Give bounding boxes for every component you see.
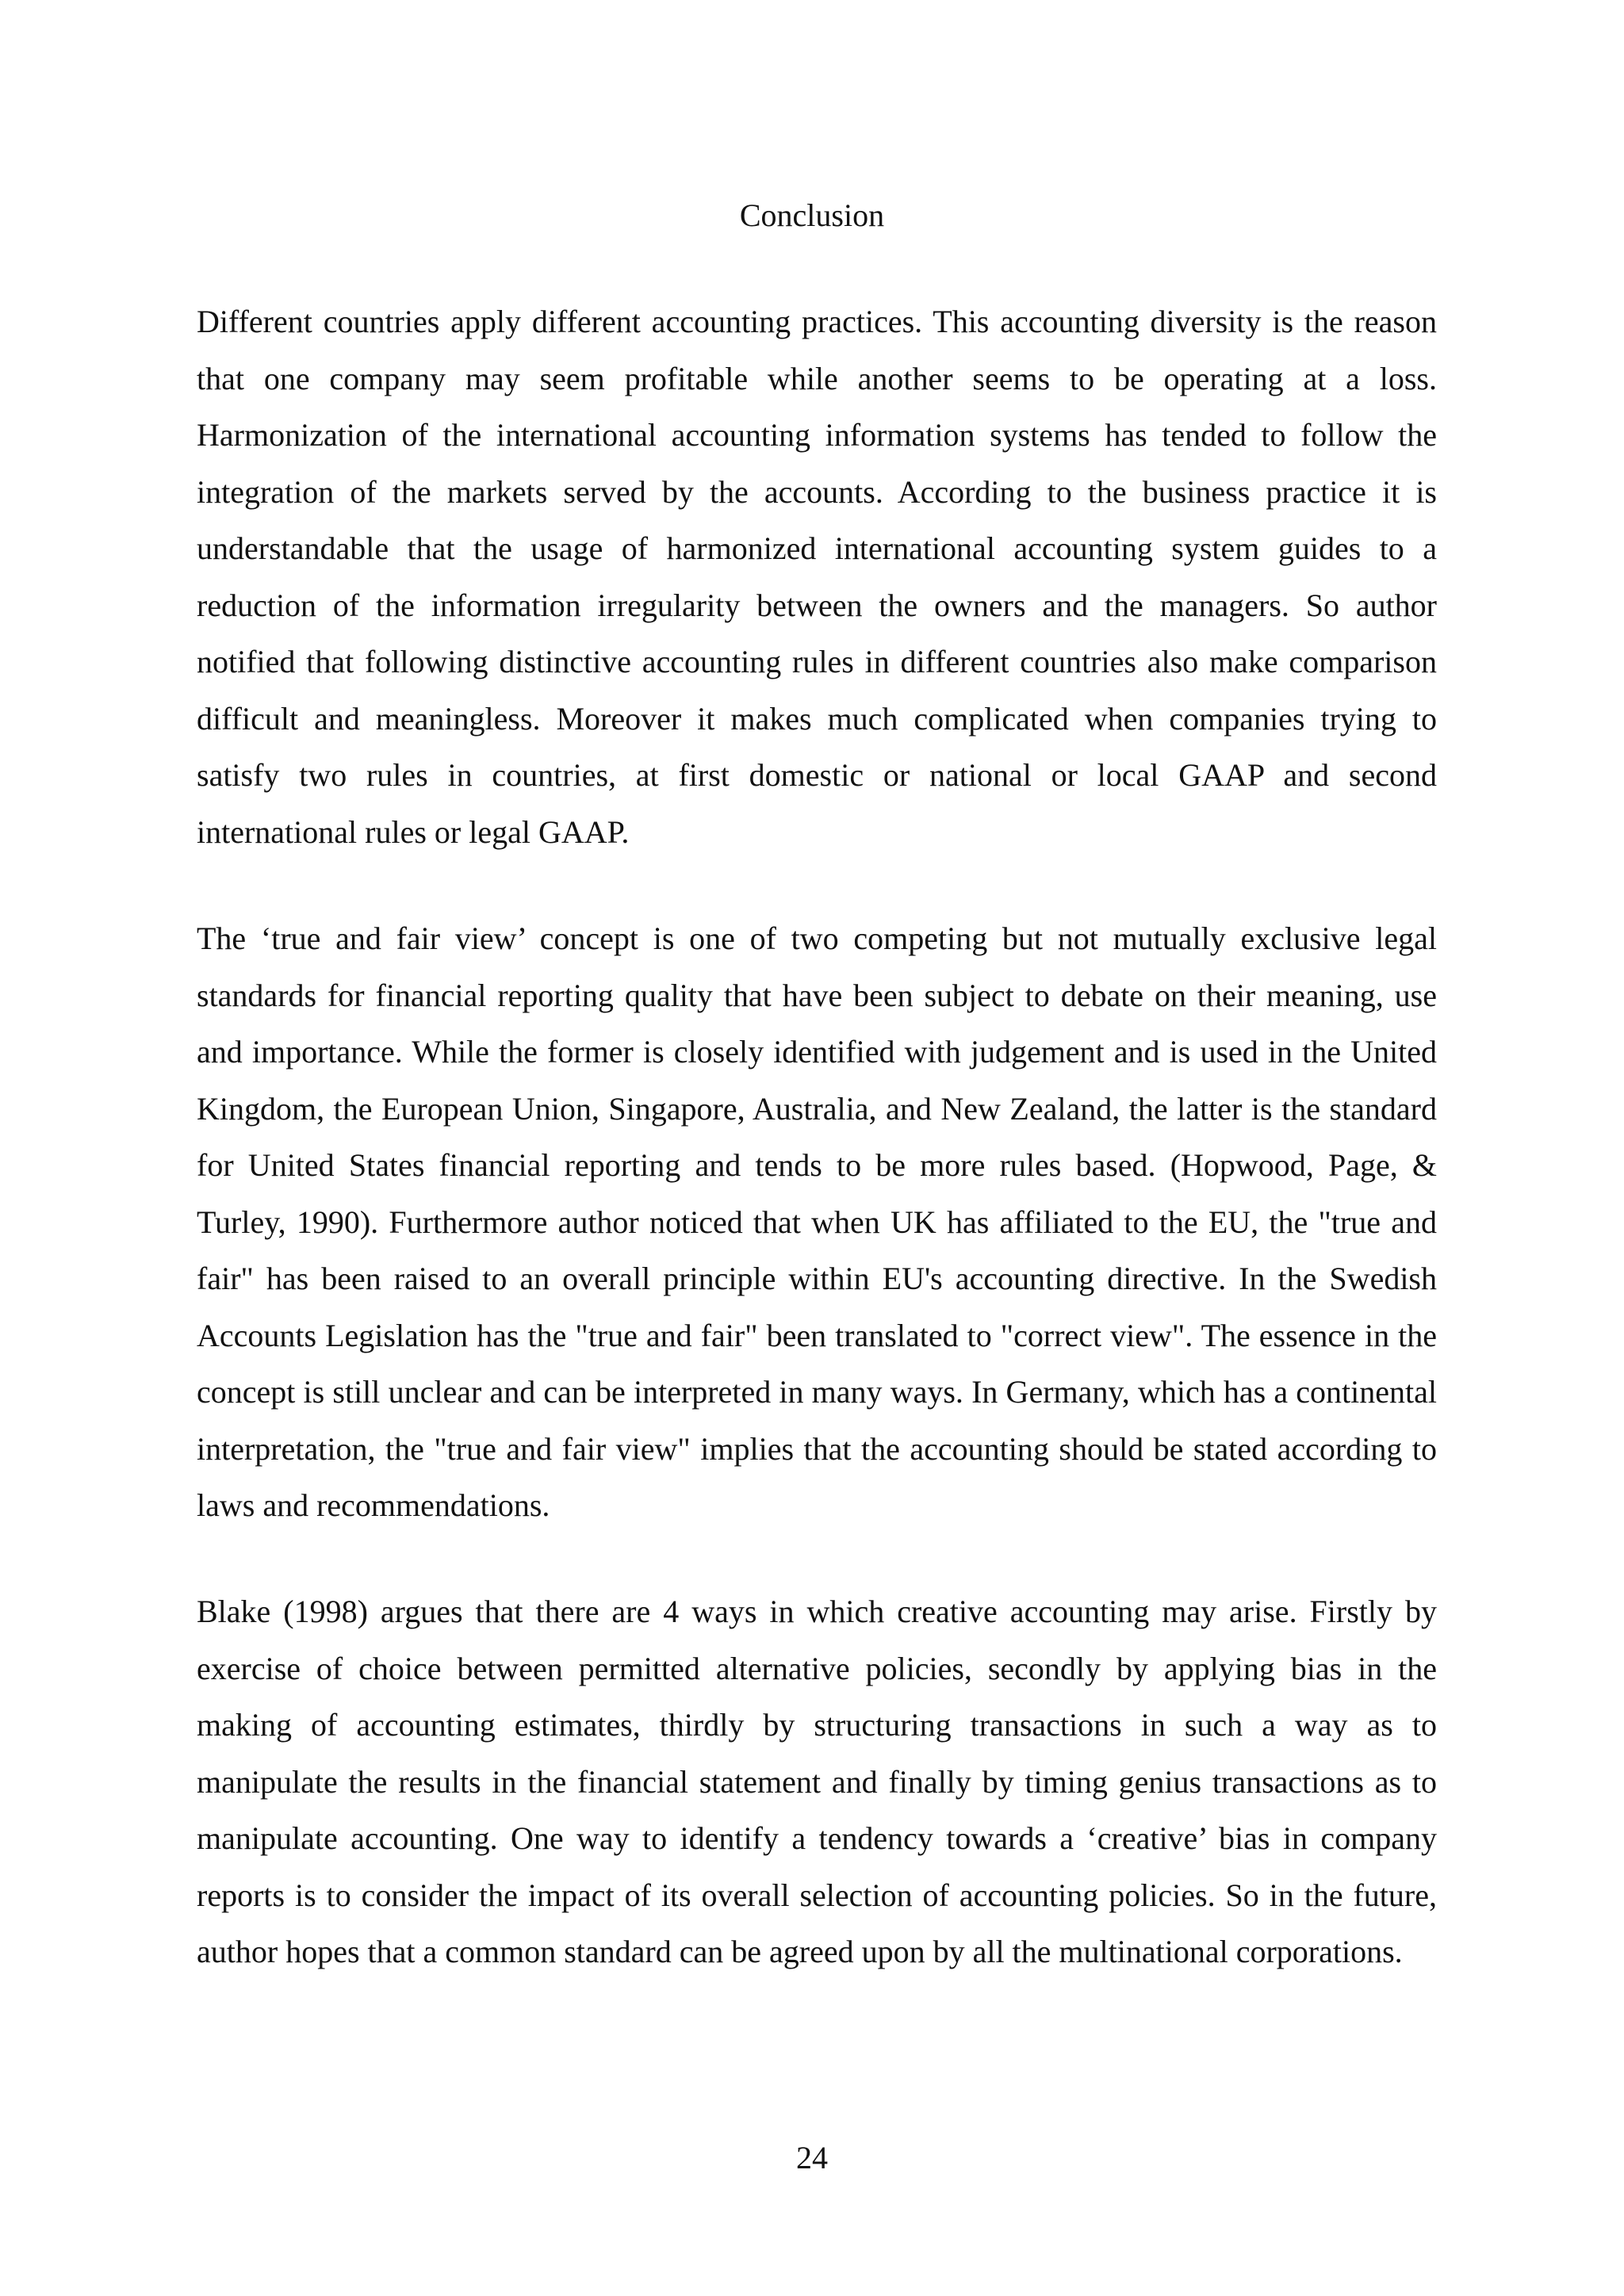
paragraph-accounting-diversity: Different countries apply different accounting practices. This accounting diversity is the reason that one company may seem profitable while another seems to be operating at a loss. Harmonization of the international accounting information systems has tended to follow the integration of the markets served by the accounts. According to the business practice it is understandable that the usage of harmonized international accounting system guides to a reduction of the information irregularity between the owners and the managers. So author notified that following distinctive accounting rules in different countries also make comparison difficult and meaningless. Moreover it makes much complicated when companies trying to satisfy two rules in countries, at first domestic or national or local GAAP and second international rules or legal GAAP. bbox=[197, 304, 1437, 850]
page-number: 24 bbox=[796, 2140, 828, 2175]
page-title: Conclusion bbox=[739, 197, 885, 233]
paragraph-creative-accounting: Blake (1998) argues that there are 4 ways in which creative accounting may arise. Firstly by exercise of choice between permitted alternative policies, secondly by applying bias in the making of accounting estimates, thirdly by structuring transactions in such a way as to manipulate the results in the financial statement and finally by timing genius transactions as to manipulate accounting. One way to identify a tendency towards a ‘creative’ bias in company reports is to consider the impact of its overall selection of accounting policies. So in the future, author hopes that a common standard can be agreed upon by all the multinational corporations. bbox=[197, 1594, 1437, 1969]
paragraph-true-and-fair-view: The ‘true and fair view’ concept is one of two competing but not mutually exclusive legal standards for financial reporting quality that have been subject to debate on their meaning, use and importance. While the former is closely identified with judgement and is used in the United Kingdom, the European Union, Singapore, Australia, and New Zealand, the latter is the standard for United States financial reporting and tends to be more rules based. (Hopwood, Page, & Turley, 1990). Furthermore author noticed that when UK has affiliated to the EU, the "true and fair" has been raised to an overall principle within EU's accounting directive. In the Swedish Accounts Legislation has the "true and fair" been translated to "correct view". The essence in the concept is still unclear and can be interpreted in many ways. In Germany, which has a continental interpretation, the "true and fair view" implies that the accounting should be stated according to laws and recommendations. bbox=[197, 920, 1437, 1523]
